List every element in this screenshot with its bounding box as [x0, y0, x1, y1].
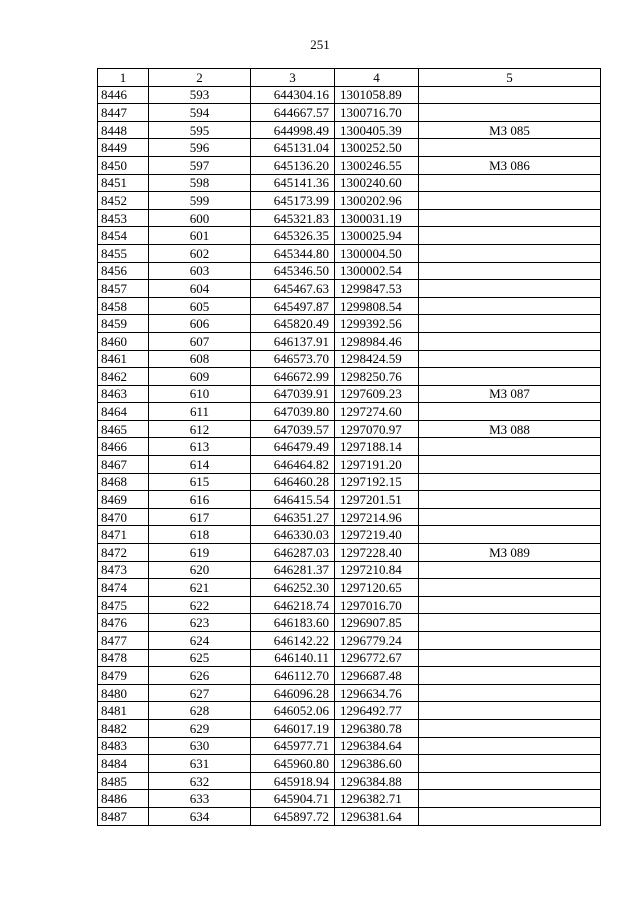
note-cell: [419, 456, 601, 474]
y-coordinate-cell: 1300025.94: [335, 227, 419, 245]
x-coordinate-cell: 645467.63: [251, 280, 335, 298]
y-coordinate-cell: 1296382.71: [335, 790, 419, 808]
row-number-cell: 8487: [98, 807, 149, 825]
note-cell: [419, 280, 601, 298]
table-row: [98, 526, 601, 544]
x-coordinate-cell: 646672.99: [251, 368, 335, 386]
note-cell: МЗ 088: [419, 420, 601, 438]
note-cell: [419, 790, 601, 808]
note-cell: [419, 508, 601, 526]
row-number-cell: 8481: [98, 702, 149, 720]
table-row: [98, 544, 601, 562]
x-coordinate-cell: 645497.87: [251, 297, 335, 315]
row-number-cell: 8470: [98, 508, 149, 526]
x-coordinate-cell: 646112.70: [251, 667, 335, 685]
y-coordinate-cell: 1301058.89: [335, 86, 419, 104]
y-coordinate-cell: 1299392.56: [335, 315, 419, 333]
table-row: [98, 368, 601, 386]
row-number-cell: 8448: [98, 121, 149, 139]
x-coordinate-cell: 645131.04: [251, 139, 335, 157]
x-coordinate-cell: 646142.22: [251, 632, 335, 650]
x-coordinate-cell: 646415.54: [251, 491, 335, 509]
point-number-cell: 622: [149, 596, 251, 614]
table-row: [98, 807, 601, 825]
note-cell: [419, 807, 601, 825]
x-coordinate-cell: 644304.16: [251, 86, 335, 104]
point-number-cell: 610: [149, 385, 251, 403]
row-number-cell: 8473: [98, 561, 149, 579]
table-row: [98, 139, 601, 157]
x-coordinate-cell: 647039.91: [251, 385, 335, 403]
note-cell: [419, 297, 601, 315]
note-cell: [419, 491, 601, 509]
table-row: [98, 332, 601, 350]
x-coordinate-cell: 645346.50: [251, 262, 335, 280]
row-number-cell: 8478: [98, 649, 149, 667]
point-number-cell: 617: [149, 508, 251, 526]
x-coordinate-cell: 647039.57: [251, 420, 335, 438]
table-row: [98, 156, 601, 174]
table-row: [98, 420, 601, 438]
table-body: [98, 86, 601, 825]
y-coordinate-cell: 1297210.84: [335, 561, 419, 579]
table-row: [98, 772, 601, 790]
point-number-cell: 604: [149, 280, 251, 298]
y-coordinate-cell: 1298424.59: [335, 350, 419, 368]
column-header-4: 4: [335, 69, 419, 87]
page-number: 251: [310, 37, 330, 52]
table-row: [98, 596, 601, 614]
note-cell: [419, 262, 601, 280]
table-header-row: [98, 69, 601, 87]
point-number-cell: 596: [149, 139, 251, 157]
x-coordinate-cell: 645960.80: [251, 755, 335, 773]
y-coordinate-cell: 1298250.76: [335, 368, 419, 386]
x-coordinate-cell: 646218.74: [251, 596, 335, 614]
x-coordinate-cell: 645326.35: [251, 227, 335, 245]
row-number-cell: 8458: [98, 297, 149, 315]
table-row: [98, 508, 601, 526]
note-cell: [419, 192, 601, 210]
y-coordinate-cell: 1297191.20: [335, 456, 419, 474]
y-coordinate-cell: 1296386.60: [335, 755, 419, 773]
x-coordinate-cell: 645897.72: [251, 807, 335, 825]
note-cell: [419, 174, 601, 192]
table-row: [98, 385, 601, 403]
row-number-cell: 8454: [98, 227, 149, 245]
note-cell: [419, 227, 601, 245]
x-coordinate-cell: 647039.80: [251, 403, 335, 421]
note-cell: [419, 86, 601, 104]
y-coordinate-cell: 1297070.97: [335, 420, 419, 438]
note-cell: [419, 702, 601, 720]
y-coordinate-cell: 1296381.64: [335, 807, 419, 825]
point-number-cell: 625: [149, 649, 251, 667]
y-coordinate-cell: 1297609.23: [335, 385, 419, 403]
x-coordinate-cell: 646464.82: [251, 456, 335, 474]
row-number-cell: 8461: [98, 350, 149, 368]
row-number-cell: 8484: [98, 755, 149, 773]
row-number-cell: 8477: [98, 632, 149, 650]
x-coordinate-cell: 644998.49: [251, 121, 335, 139]
note-cell: [419, 772, 601, 790]
table-row: [98, 473, 601, 491]
row-number-cell: 8451: [98, 174, 149, 192]
table-row: [98, 755, 601, 773]
x-coordinate-cell: 645136.20: [251, 156, 335, 174]
x-coordinate-cell: 646017.19: [251, 719, 335, 737]
x-coordinate-cell: 645918.94: [251, 772, 335, 790]
point-number-cell: 619: [149, 544, 251, 562]
point-number-cell: 608: [149, 350, 251, 368]
point-number-cell: 597: [149, 156, 251, 174]
table-row: [98, 209, 601, 227]
row-number-cell: 8479: [98, 667, 149, 685]
row-number-cell: 8446: [98, 86, 149, 104]
x-coordinate-cell: 645141.36: [251, 174, 335, 192]
table-row: [98, 297, 601, 315]
note-cell: [419, 649, 601, 667]
point-number-cell: 606: [149, 315, 251, 333]
y-coordinate-cell: 1300031.19: [335, 209, 419, 227]
point-number-cell: 628: [149, 702, 251, 720]
point-number-cell: 614: [149, 456, 251, 474]
row-number-cell: 8482: [98, 719, 149, 737]
point-number-cell: 620: [149, 561, 251, 579]
table-row: [98, 790, 601, 808]
note-cell: [419, 579, 601, 597]
point-number-cell: 631: [149, 755, 251, 773]
column-header-3: 3: [251, 69, 335, 87]
note-cell: [419, 667, 601, 685]
x-coordinate-cell: 646573.70: [251, 350, 335, 368]
point-number-cell: 609: [149, 368, 251, 386]
y-coordinate-cell: 1297201.51: [335, 491, 419, 509]
table-row: [98, 315, 601, 333]
row-number-cell: 8457: [98, 280, 149, 298]
note-cell: [419, 596, 601, 614]
point-number-cell: 601: [149, 227, 251, 245]
table-row: [98, 244, 601, 262]
x-coordinate-cell: 646052.06: [251, 702, 335, 720]
table-row: [98, 227, 601, 245]
row-number-cell: 8469: [98, 491, 149, 509]
row-number-cell: 8464: [98, 403, 149, 421]
point-number-cell: 607: [149, 332, 251, 350]
row-number-cell: 8463: [98, 385, 149, 403]
x-coordinate-cell: 645173.99: [251, 192, 335, 210]
y-coordinate-cell: 1297228.40: [335, 544, 419, 562]
table-row: [98, 667, 601, 685]
point-number-cell: 593: [149, 86, 251, 104]
point-number-cell: 603: [149, 262, 251, 280]
y-coordinate-cell: 1296779.24: [335, 632, 419, 650]
x-coordinate-cell: 644667.57: [251, 104, 335, 122]
table-row: [98, 174, 601, 192]
row-number-cell: 8472: [98, 544, 149, 562]
y-coordinate-cell: 1296492.77: [335, 702, 419, 720]
y-coordinate-cell: 1297192.15: [335, 473, 419, 491]
table-row: [98, 280, 601, 298]
point-number-cell: 626: [149, 667, 251, 685]
point-number-cell: 602: [149, 244, 251, 262]
y-coordinate-cell: 1296634.76: [335, 684, 419, 702]
y-coordinate-cell: 1296772.67: [335, 649, 419, 667]
x-coordinate-cell: 646287.03: [251, 544, 335, 562]
point-number-cell: 632: [149, 772, 251, 790]
note-cell: [419, 332, 601, 350]
note-cell: [419, 632, 601, 650]
note-cell: МЗ 087: [419, 385, 601, 403]
y-coordinate-cell: 1297188.14: [335, 438, 419, 456]
y-coordinate-cell: 1299847.53: [335, 280, 419, 298]
y-coordinate-cell: 1296384.64: [335, 737, 419, 755]
y-coordinate-cell: 1299808.54: [335, 297, 419, 315]
note-cell: [419, 473, 601, 491]
note-cell: [419, 139, 601, 157]
row-number-cell: 8460: [98, 332, 149, 350]
row-number-cell: 8462: [98, 368, 149, 386]
row-number-cell: 8450: [98, 156, 149, 174]
table-row: [98, 737, 601, 755]
row-number-cell: 8465: [98, 420, 149, 438]
table-row: [98, 579, 601, 597]
y-coordinate-cell: 1296380.78: [335, 719, 419, 737]
row-number-cell: 8447: [98, 104, 149, 122]
point-number-cell: 624: [149, 632, 251, 650]
point-number-cell: 630: [149, 737, 251, 755]
y-coordinate-cell: 1300002.54: [335, 262, 419, 280]
y-coordinate-cell: 1296687.48: [335, 667, 419, 685]
x-coordinate-cell: 646351.27: [251, 508, 335, 526]
row-number-cell: 8474: [98, 579, 149, 597]
y-coordinate-cell: 1300716.70: [335, 104, 419, 122]
table-row: [98, 702, 601, 720]
point-number-cell: 615: [149, 473, 251, 491]
x-coordinate-cell: 646252.30: [251, 579, 335, 597]
point-number-cell: 627: [149, 684, 251, 702]
point-number-cell: 595: [149, 121, 251, 139]
table-row: [98, 649, 601, 667]
coordinates-table: [97, 68, 601, 826]
note-cell: [419, 403, 601, 421]
table-row: [98, 491, 601, 509]
note-cell: [419, 755, 601, 773]
x-coordinate-cell: 645321.83: [251, 209, 335, 227]
x-coordinate-cell: 645904.71: [251, 790, 335, 808]
table-row: [98, 438, 601, 456]
table-row: [98, 192, 601, 210]
note-cell: МЗ 086: [419, 156, 601, 174]
y-coordinate-cell: 1300405.39: [335, 121, 419, 139]
y-coordinate-cell: 1297274.60: [335, 403, 419, 421]
row-number-cell: 8468: [98, 473, 149, 491]
row-number-cell: 8475: [98, 596, 149, 614]
row-number-cell: 8452: [98, 192, 149, 210]
row-number-cell: 8456: [98, 262, 149, 280]
point-number-cell: 621: [149, 579, 251, 597]
note-cell: [419, 438, 601, 456]
table-row: [98, 121, 601, 139]
row-number-cell: 8483: [98, 737, 149, 755]
table-row: [98, 719, 601, 737]
row-number-cell: 8467: [98, 456, 149, 474]
table-row: [98, 632, 601, 650]
row-number-cell: 8459: [98, 315, 149, 333]
table-row: [98, 403, 601, 421]
row-number-cell: 8453: [98, 209, 149, 227]
point-number-cell: 613: [149, 438, 251, 456]
row-number-cell: 8455: [98, 244, 149, 262]
row-number-cell: 8485: [98, 772, 149, 790]
x-coordinate-cell: 646183.60: [251, 614, 335, 632]
y-coordinate-cell: 1300240.60: [335, 174, 419, 192]
row-number-cell: 8480: [98, 684, 149, 702]
row-number-cell: 8476: [98, 614, 149, 632]
x-coordinate-cell: 646137.91: [251, 332, 335, 350]
table-row: [98, 456, 601, 474]
row-number-cell: 8466: [98, 438, 149, 456]
note-cell: [419, 719, 601, 737]
note-cell: [419, 104, 601, 122]
note-cell: МЗ 089: [419, 544, 601, 562]
point-number-cell: 633: [149, 790, 251, 808]
column-header-2: 2: [149, 69, 251, 87]
point-number-cell: 600: [149, 209, 251, 227]
point-number-cell: 612: [149, 420, 251, 438]
column-header-5: 5: [419, 69, 601, 87]
point-number-cell: 594: [149, 104, 251, 122]
y-coordinate-cell: 1297120.65: [335, 579, 419, 597]
x-coordinate-cell: 646281.37: [251, 561, 335, 579]
point-number-cell: 605: [149, 297, 251, 315]
x-coordinate-cell: 646460.28: [251, 473, 335, 491]
table-row: [98, 561, 601, 579]
y-coordinate-cell: 1296907.85: [335, 614, 419, 632]
note-cell: [419, 737, 601, 755]
note-cell: [419, 614, 601, 632]
note-cell: [419, 244, 601, 262]
y-coordinate-cell: 1300252.50: [335, 139, 419, 157]
point-number-cell: 598: [149, 174, 251, 192]
x-coordinate-cell: 646330.03: [251, 526, 335, 544]
x-coordinate-cell: 645977.71: [251, 737, 335, 755]
note-cell: [419, 526, 601, 544]
note-cell: МЗ 085: [419, 121, 601, 139]
y-coordinate-cell: 1296384.88: [335, 772, 419, 790]
x-coordinate-cell: 645820.49: [251, 315, 335, 333]
x-coordinate-cell: 646140.11: [251, 649, 335, 667]
x-coordinate-cell: 645344.80: [251, 244, 335, 262]
note-cell: [419, 315, 601, 333]
row-number-cell: 8449: [98, 139, 149, 157]
y-coordinate-cell: 1298984.46: [335, 332, 419, 350]
table-row: [98, 86, 601, 104]
note-cell: [419, 684, 601, 702]
table-row: [98, 684, 601, 702]
note-cell: [419, 561, 601, 579]
row-number-cell: 8471: [98, 526, 149, 544]
table-row: [98, 614, 601, 632]
y-coordinate-cell: 1297016.70: [335, 596, 419, 614]
table-row: [98, 104, 601, 122]
y-coordinate-cell: 1297219.40: [335, 526, 419, 544]
point-number-cell: 623: [149, 614, 251, 632]
table-row: [98, 350, 601, 368]
column-header-1: 1: [98, 69, 149, 87]
row-number-cell: 8486: [98, 790, 149, 808]
y-coordinate-cell: 1297214.96: [335, 508, 419, 526]
note-cell: [419, 350, 601, 368]
point-number-cell: 611: [149, 403, 251, 421]
point-number-cell: 599: [149, 192, 251, 210]
point-number-cell: 634: [149, 807, 251, 825]
table-row: [98, 262, 601, 280]
point-number-cell: 618: [149, 526, 251, 544]
point-number-cell: 616: [149, 491, 251, 509]
x-coordinate-cell: 646096.28: [251, 684, 335, 702]
note-cell: [419, 209, 601, 227]
x-coordinate-cell: 646479.49: [251, 438, 335, 456]
y-coordinate-cell: 1300202.96: [335, 192, 419, 210]
note-cell: [419, 368, 601, 386]
y-coordinate-cell: 1300004.50: [335, 244, 419, 262]
point-number-cell: 629: [149, 719, 251, 737]
y-coordinate-cell: 1300246.55: [335, 156, 419, 174]
